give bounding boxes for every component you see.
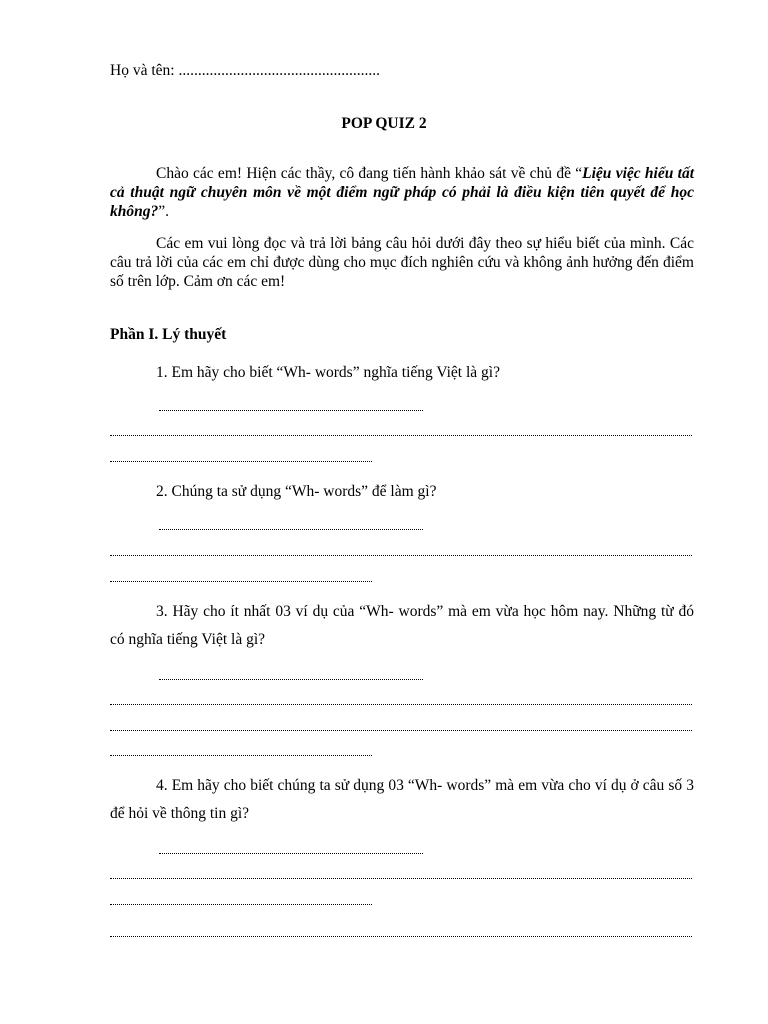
answer-line[interactable] [159,529,423,531]
intro-paragraph-2 [110,234,694,291]
intro-instructions: Các em vui lòng đọc và trả lời bảng câu hỏi dưới đây theo sự hiểu biết của mình. Các câu trả lời của các em chỉ được dùng cho mục đích nghiên cứu và không ảnh hưởng đến điểm số trên lớp. Cảm ơn các em! [110,235,694,290]
answer-line[interactable] [110,555,692,557]
answer-line[interactable] [110,755,372,757]
question-1 [110,359,694,387]
answer-line[interactable] [110,461,372,463]
name-label: Họ và tên: [110,62,175,79]
question-4 [110,772,694,828]
question-1-text: 1. Em hãy cho biết “Wh- words” nghĩa tiếng Việt là gì? [156,364,500,381]
answer-line[interactable] [110,730,692,732]
question-4-text: 4. Em hãy cho biết chúng ta sử dụng 03 “Wh- words” mà em vừa cho ví dụ ở câu số 3 để hỏi về thông tin gì? [110,777,694,822]
answer-line[interactable] [110,936,692,938]
student-name-line [110,62,380,80]
answer-line[interactable] [159,853,423,855]
answer-line[interactable] [110,904,372,906]
name-dots: .................................................... [178,62,380,79]
question-3 [110,598,694,654]
intro-text-end: ”. [158,203,170,220]
section-heading: Phần I. Lý thuyết [110,326,227,343]
answer-line[interactable] [159,410,423,412]
page-title: POP QUIZ 2 [341,115,427,132]
intro-paragraph-1 [110,164,694,221]
survey-topic: Liệu việc hiểu tất cả thuật ngữ chuyên môn về một điểm ngữ pháp có phải là điều kiện tiên quyết để học không? [110,165,695,220]
question-2-text: 2. Chúng ta sử dụng “Wh- words” để làm gì? [156,483,437,500]
answer-line[interactable] [110,878,692,880]
intro-text-start: Chào các em! Hiện các thầy, cô đang tiến hành khảo sát về chủ đề “ [156,165,583,182]
answer-line[interactable] [110,435,692,437]
question-3-text: 3. Hãy cho ít nhất 03 ví dụ của “Wh- words” mà em vừa học hôm nay. Những từ đó có nghĩa tiếng Việt là gì? [110,603,694,648]
question-2 [110,478,694,506]
answer-line[interactable] [159,679,423,681]
answer-line[interactable] [110,704,692,706]
answer-line[interactable] [110,581,372,583]
